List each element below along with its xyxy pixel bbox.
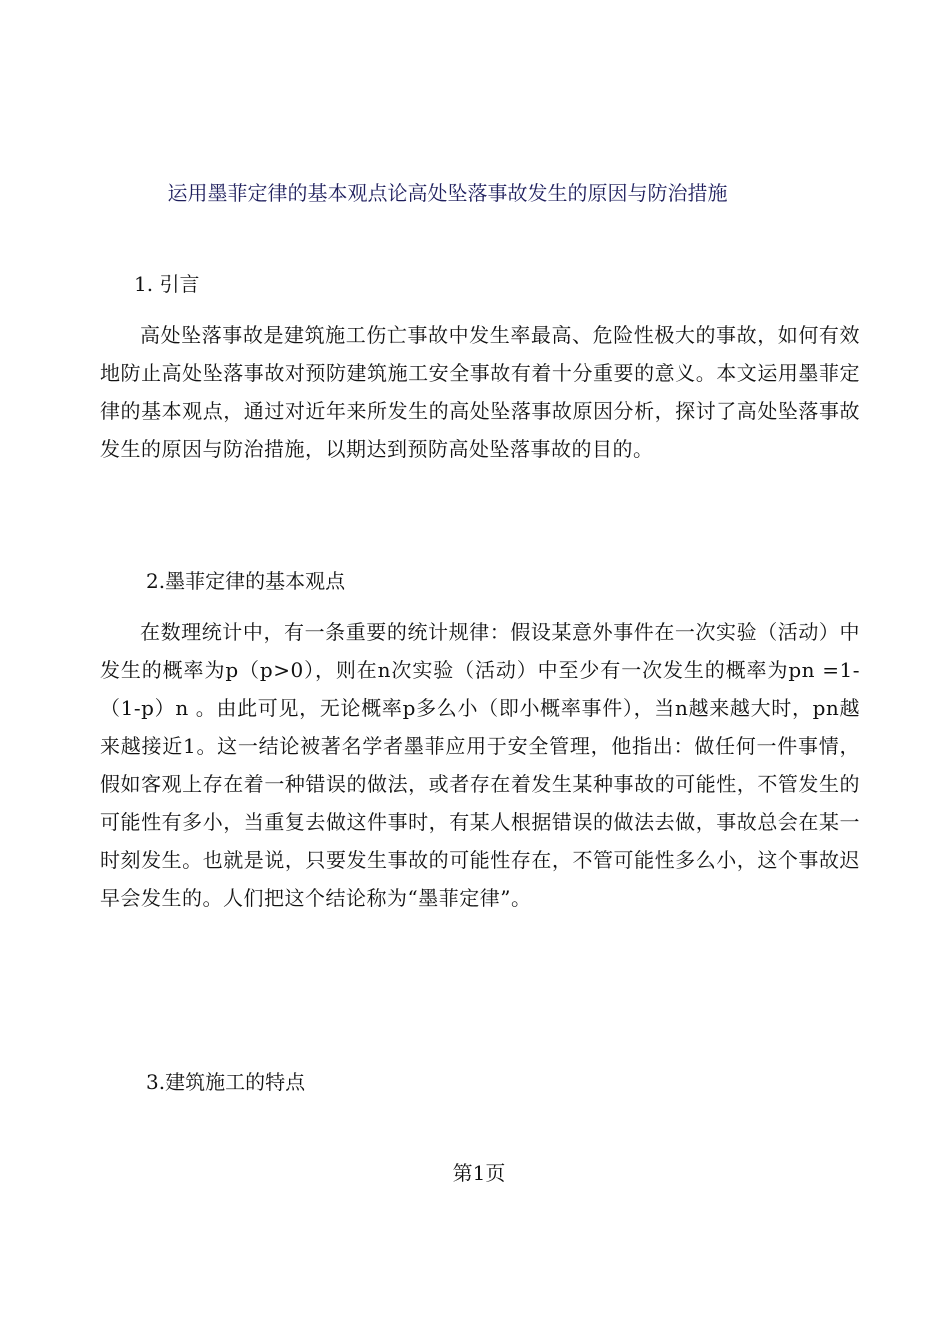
section-heading-introduction: 1. 引言 <box>134 272 200 296</box>
section-paragraph-murphy-law: 在数理统计中，有一条重要的统计规律：假设某意外事件在一次实验（活动）中发生的概率为p（p>0），则在n次实验（活动）中至少有一次发生的概率为pn =1-（1-p）n 。由此可见，无论概率p多么小（即小概率事件），当n越来越大时，pn越来越接近1。这一结论被著名学者墨菲应用于安全管理，他指出：做任何一件事情，假如客观上存在着一种错误的做法，或者存在着发生某种事故的可能性，不管发生的可能性有多小，当重复去做这件事时，有某人根据错误的做法去做，事故总会在某一时刻发生。也就是说，只要发生事故的可能性存在，不管可能性多么小，这个事故迟早会发生的。人们把这个结论称为“墨菲定律”。 <box>100 620 860 910</box>
document-title: 运用墨菲定律的基本观点论高处坠落事故发生的原因与防治措施 <box>167 181 728 205</box>
section-heading-construction-features: 3.建筑施工的特点 <box>146 1070 306 1094</box>
section-paragraph-introduction: 高处坠落事故是建筑施工伤亡事故中发生率最高、危险性极大的事故，如何有效地防止高处坠落事故对预防建筑施工安全事故有着十分重要的意义。本文运用墨菲定律的基本观点，通过对近年来所发生的高处坠落事故原因分析，探讨了高处坠落事故发生的原因与防治措施，以期达到预防高处坠落事故的目的。 <box>100 323 860 461</box>
section-heading-murphy-law: 2.墨菲定律的基本观点 <box>146 569 346 593</box>
page-number: 第1页 <box>452 1161 506 1185</box>
